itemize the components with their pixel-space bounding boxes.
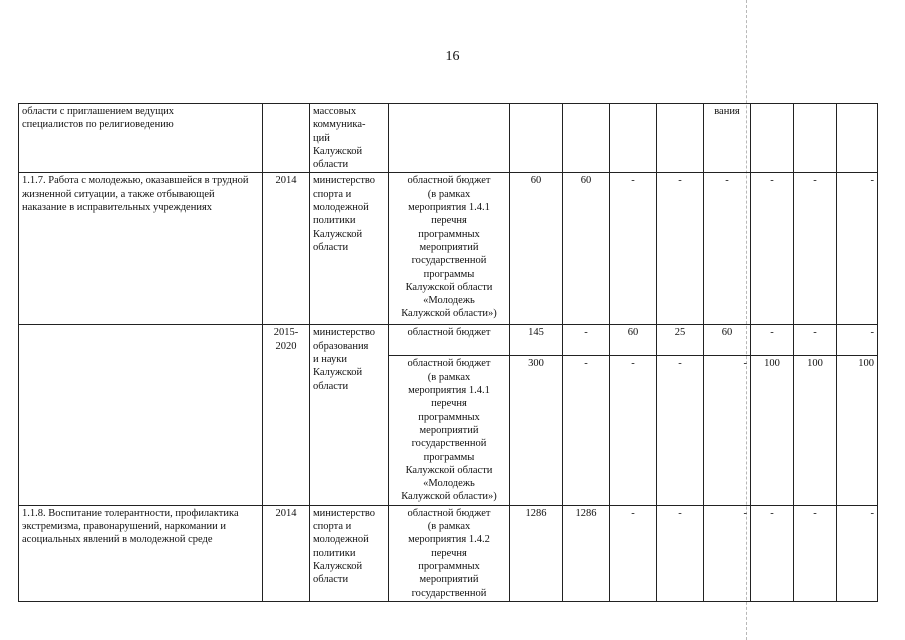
value-cell: вания xyxy=(704,104,751,173)
table-row xyxy=(19,173,878,325)
value-cell xyxy=(563,104,610,173)
task-cell: 1.1.8. Воспитание толерантности, профилактика экстремизма, правонарушений, наркомании и асоциальных явлений в молодежной среде xyxy=(19,505,263,601)
value-cell: 60 xyxy=(563,173,610,325)
value-cell: 60 xyxy=(610,325,657,356)
value-cell: - xyxy=(610,356,657,505)
program-table xyxy=(18,103,878,602)
value-cell: - xyxy=(563,356,610,505)
value-cell: - xyxy=(837,505,878,601)
executor-cell: массовых коммуника- ций Калужской области xyxy=(310,104,389,173)
value-cell: - xyxy=(794,173,837,325)
value-cell: 1286 xyxy=(510,505,563,601)
value-cell: - xyxy=(657,505,704,601)
value-cell: 100 xyxy=(794,356,837,505)
value-cell: - xyxy=(657,356,704,505)
value-cell xyxy=(794,104,837,173)
value-cell: - xyxy=(610,505,657,601)
year-cell: 2014 xyxy=(263,173,310,325)
table-row xyxy=(19,505,878,601)
value-cell xyxy=(610,104,657,173)
value-cell: 100 xyxy=(837,356,878,505)
year-cell: 2015- 2020 xyxy=(263,325,310,505)
table-row xyxy=(19,325,878,356)
value-cell: - xyxy=(794,505,837,601)
value-cell: - xyxy=(704,505,751,601)
source-cell: областной бюджет (в рамках мероприятия 1.4.2 перечня программных мероприятий государственной xyxy=(389,505,510,601)
executor-cell: министерство образования и науки Калужской области xyxy=(310,325,389,505)
source-cell xyxy=(389,104,510,173)
year-cell: 2014 xyxy=(263,505,310,601)
source-cell: областной бюджет (в рамках мероприятия 1.4.1 перечня программных мероприятий государственной программы Калужской области «Молодежь Калужской области») xyxy=(389,356,510,505)
source-cell: областной бюджет (в рамках мероприятия 1.4.1 перечня программных мероприятий государственной программы Калужской области «Молодежь Калужской области») xyxy=(389,173,510,325)
value-cell: - xyxy=(751,325,794,356)
value-cell: 100 xyxy=(751,356,794,505)
value-cell xyxy=(657,104,704,173)
value-cell: 60 xyxy=(704,325,751,356)
executor-cell: министерство спорта и молодежной политики Калужской области xyxy=(310,505,389,601)
value-cell: 145 xyxy=(510,325,563,356)
value-cell: 25 xyxy=(657,325,704,356)
value-cell xyxy=(837,104,878,173)
executor-cell: министерство спорта и молодежной политики Калужской области xyxy=(310,173,389,325)
value-cell: - xyxy=(657,173,704,325)
value-cell: 300 xyxy=(510,356,563,505)
task-cell xyxy=(19,325,263,505)
value-cell: - xyxy=(704,356,751,505)
value-cell: - xyxy=(704,173,751,325)
value-cell: - xyxy=(794,325,837,356)
value-cell: - xyxy=(751,173,794,325)
table-row xyxy=(19,104,878,173)
task-cell: 1.1.7. Работа с молодежью, оказавшейся в трудной жизненной ситуации, а также отбывающей наказание в исправительных учреждениях xyxy=(19,173,263,325)
value-cell: - xyxy=(610,173,657,325)
value-cell: 1286 xyxy=(563,505,610,601)
value-cell: - xyxy=(563,325,610,356)
source-cell: областной бюджет xyxy=(389,325,510,356)
page-number: 16 xyxy=(445,49,460,64)
value-cell: - xyxy=(837,325,878,356)
value-cell: - xyxy=(837,173,878,325)
value-cell: - xyxy=(751,505,794,601)
value-cell: 60 xyxy=(510,173,563,325)
year-cell xyxy=(263,104,310,173)
value-cell xyxy=(510,104,563,173)
value-cell xyxy=(751,104,794,173)
task-cell: области с приглашением ведущих специалистов по религиоведению xyxy=(19,104,263,173)
